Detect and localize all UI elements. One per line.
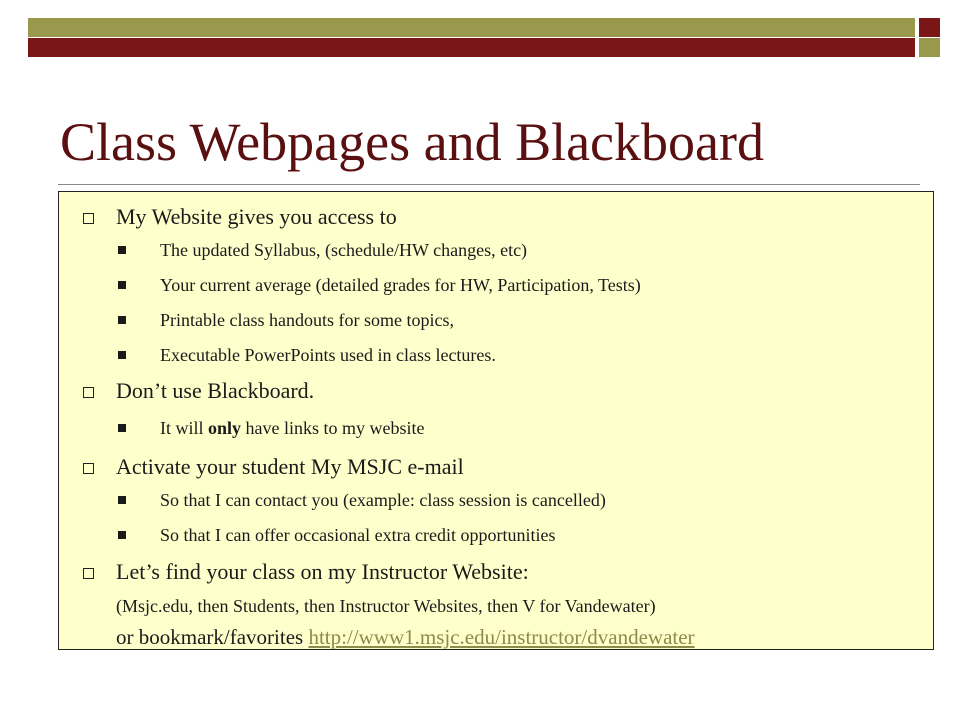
bullet-instructor-website [116, 558, 529, 586]
filled-square-bullet-icon [118, 531, 126, 539]
sub-bullet-handouts: Printable class handouts for some topics, [160, 309, 454, 331]
sub-bullet-average: Your current average (detailed grades for HW, Participation, Tests) [160, 274, 641, 296]
content-box [58, 191, 934, 650]
hollow-square-bullet-icon [83, 568, 94, 579]
top-maroon-bar [28, 38, 915, 57]
hollow-square-bullet-icon [83, 387, 94, 398]
sub-bullet-contact: So that I can contact you (example: class session is cancelled) [160, 489, 606, 511]
instructor-website-link[interactable]: http://www1.msjc.edu/instructor/dvandewater [308, 625, 695, 649]
filled-square-bullet-icon [118, 424, 126, 432]
bullet-heading: Let’s find your class on my Instructor Website: [116, 559, 529, 584]
bookmark-line: or bookmark/favorites http://www1.msjc.edu/instructor/dvandewater [116, 625, 695, 649]
title-divider [58, 184, 920, 185]
sub-bullet-syllabus: The updated Syllabus, (schedule/HW changes, etc) [160, 239, 527, 261]
bullet-blackboard [116, 377, 314, 405]
hollow-square-bullet-icon [83, 463, 94, 474]
navigation-instructions: (Msjc.edu, then Students, then Instructor Websites, then V for Vandewater) [116, 596, 656, 616]
bullet-heading: Don’t use Blackboard. [116, 378, 315, 403]
filled-square-bullet-icon [118, 246, 126, 254]
filled-square-bullet-icon [118, 316, 126, 324]
sub-bullet-links-only: It will only have links to my website [160, 417, 425, 439]
sub-bullet-powerpoints: Executable PowerPoints used in class lectures. [160, 344, 496, 366]
bullet-msjc-email [116, 453, 464, 481]
top-olive-bar [28, 18, 915, 37]
bullet-heading: Activate your student My MSJC e-mail [116, 454, 464, 479]
filled-square-bullet-icon [118, 496, 126, 504]
bullet-website-access [116, 203, 397, 231]
filled-square-bullet-icon [118, 281, 126, 289]
bullet-heading: My Website gives you access to [116, 204, 397, 229]
corner-maroon-square [919, 18, 940, 37]
filled-square-bullet-icon [118, 351, 126, 359]
sub-bullet-extra-credit: So that I can offer occasional extra credit opportunities [160, 524, 556, 546]
hollow-square-bullet-icon [83, 213, 94, 224]
corner-olive-square [919, 38, 940, 57]
slide-title: Class Webpages and Blackboard [60, 112, 764, 172]
